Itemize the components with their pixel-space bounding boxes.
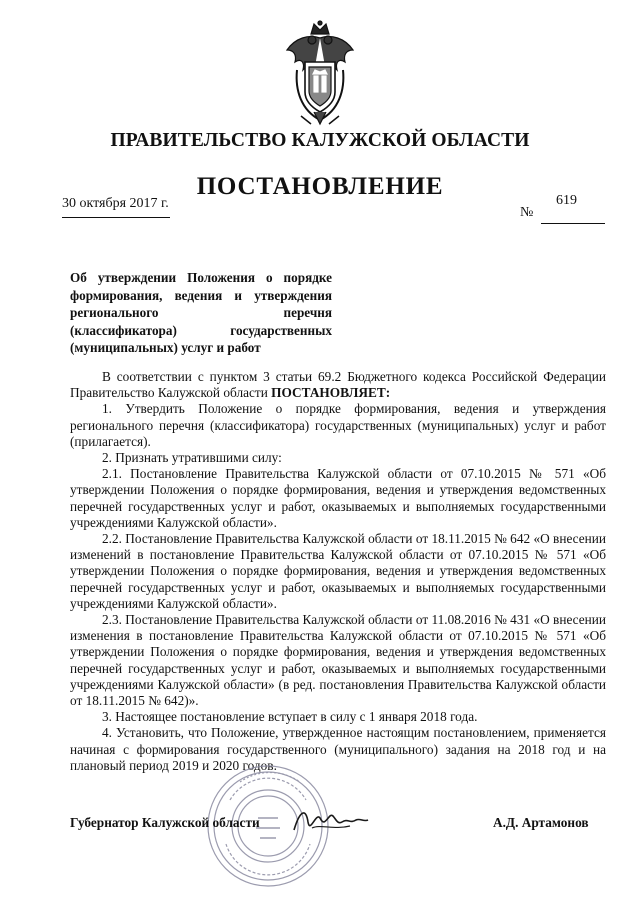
subject-line: формирования, ведения и утверждения bbox=[70, 287, 332, 303]
item-paragraph: 2.1. Постановление Правительства Калужской области от 07.10.2015 № 571 «Об утверждении Положения о порядке формирования, ведения и утверждения ведомственных перечней государственных услуг и работ, оказываемых и выполняемых государственными учреждениями Калужской области». bbox=[70, 466, 606, 530]
document-type: ПОСТАНОВЛЕНИЕ bbox=[196, 173, 444, 200]
preamble-text: В соответствии с пунктом 3 статьи 69.2 Бюджетного кодекса Российской Федерации Правительство Калужской области bbox=[70, 369, 606, 401]
number-label: № bbox=[520, 205, 534, 220]
subject-line: регионального перечня bbox=[70, 305, 332, 320]
item-paragraph: 4. Установить, что Положение, утвержденное настоящим постановлением, применяется начиная с формирования государственного (муниципального) задания на 2018 год и на плановый период 2019 и 2020 годов. bbox=[70, 725, 606, 773]
coat-of-arms-icon bbox=[281, 20, 359, 126]
government-title: ПРАВИТЕЛЬСТВО КАЛУЖСКОЙ ОБЛАСТИ bbox=[110, 130, 530, 151]
item-paragraph: 2.2. Постановление Правительства Калужской области от 18.11.2015 № 642 «О внесении изменений в постановление Правительства Калужской области от 07.10.2015 № 571 «Об утверждении Положения о порядке формирования, ведения и утверждения ведомственных перечней государственных услуг и работ, оказываемых и выполняемых государственными учреждениями Калужской области». bbox=[70, 531, 606, 611]
item-paragraph: 1. Утвердить Положение о порядке формирования, ведения и утверждения регионального перечня (классификатора) государственных (муниципальных) услуг и работ (прилагается). bbox=[70, 401, 606, 449]
item-paragraph: 3. Настоящее постановление вступает в силу с 1 января 2018 года. bbox=[102, 709, 478, 725]
signatory-position: Губернатор Калужской области bbox=[70, 815, 260, 830]
item-paragraph: 2.3. Постановление Правительства Калужской области от 11.08.2016 № 431 «О внесении изменения в постановление Правительства Калужской области от 07.10.2015 № 571 «Об утверждении Положения о порядке формирования, ведения и утверждения ведомственных перечней государственных услуг и работ, оказываемых и выполняемых государственными учреждениями Калужской области» (в ред. постановления Правительства Калужской области от 18.11.2015 № 642)». bbox=[70, 612, 606, 709]
date-underline bbox=[62, 217, 170, 218]
decree-word: ПОСТАНОВЛЯЕТ: bbox=[271, 385, 391, 401]
subject-line: (муниципальных) услуг и работ bbox=[70, 340, 261, 355]
subject-line: (классификатора) государственных bbox=[70, 322, 332, 338]
document-number: 619 bbox=[556, 193, 577, 208]
handwritten-signature bbox=[290, 800, 370, 840]
preamble-paragraph bbox=[70, 369, 606, 401]
item-paragraph: 2. Признать утратившими силу: bbox=[102, 450, 282, 466]
document-date: 30 октября 2017 г. bbox=[62, 196, 169, 211]
document-subject bbox=[70, 269, 332, 357]
subject-line: Об утверждении Положения о порядке bbox=[70, 270, 332, 285]
signatory-name: А.Д. Артамонов bbox=[493, 815, 589, 830]
document-body bbox=[70, 369, 606, 774]
number-underline bbox=[541, 223, 605, 224]
